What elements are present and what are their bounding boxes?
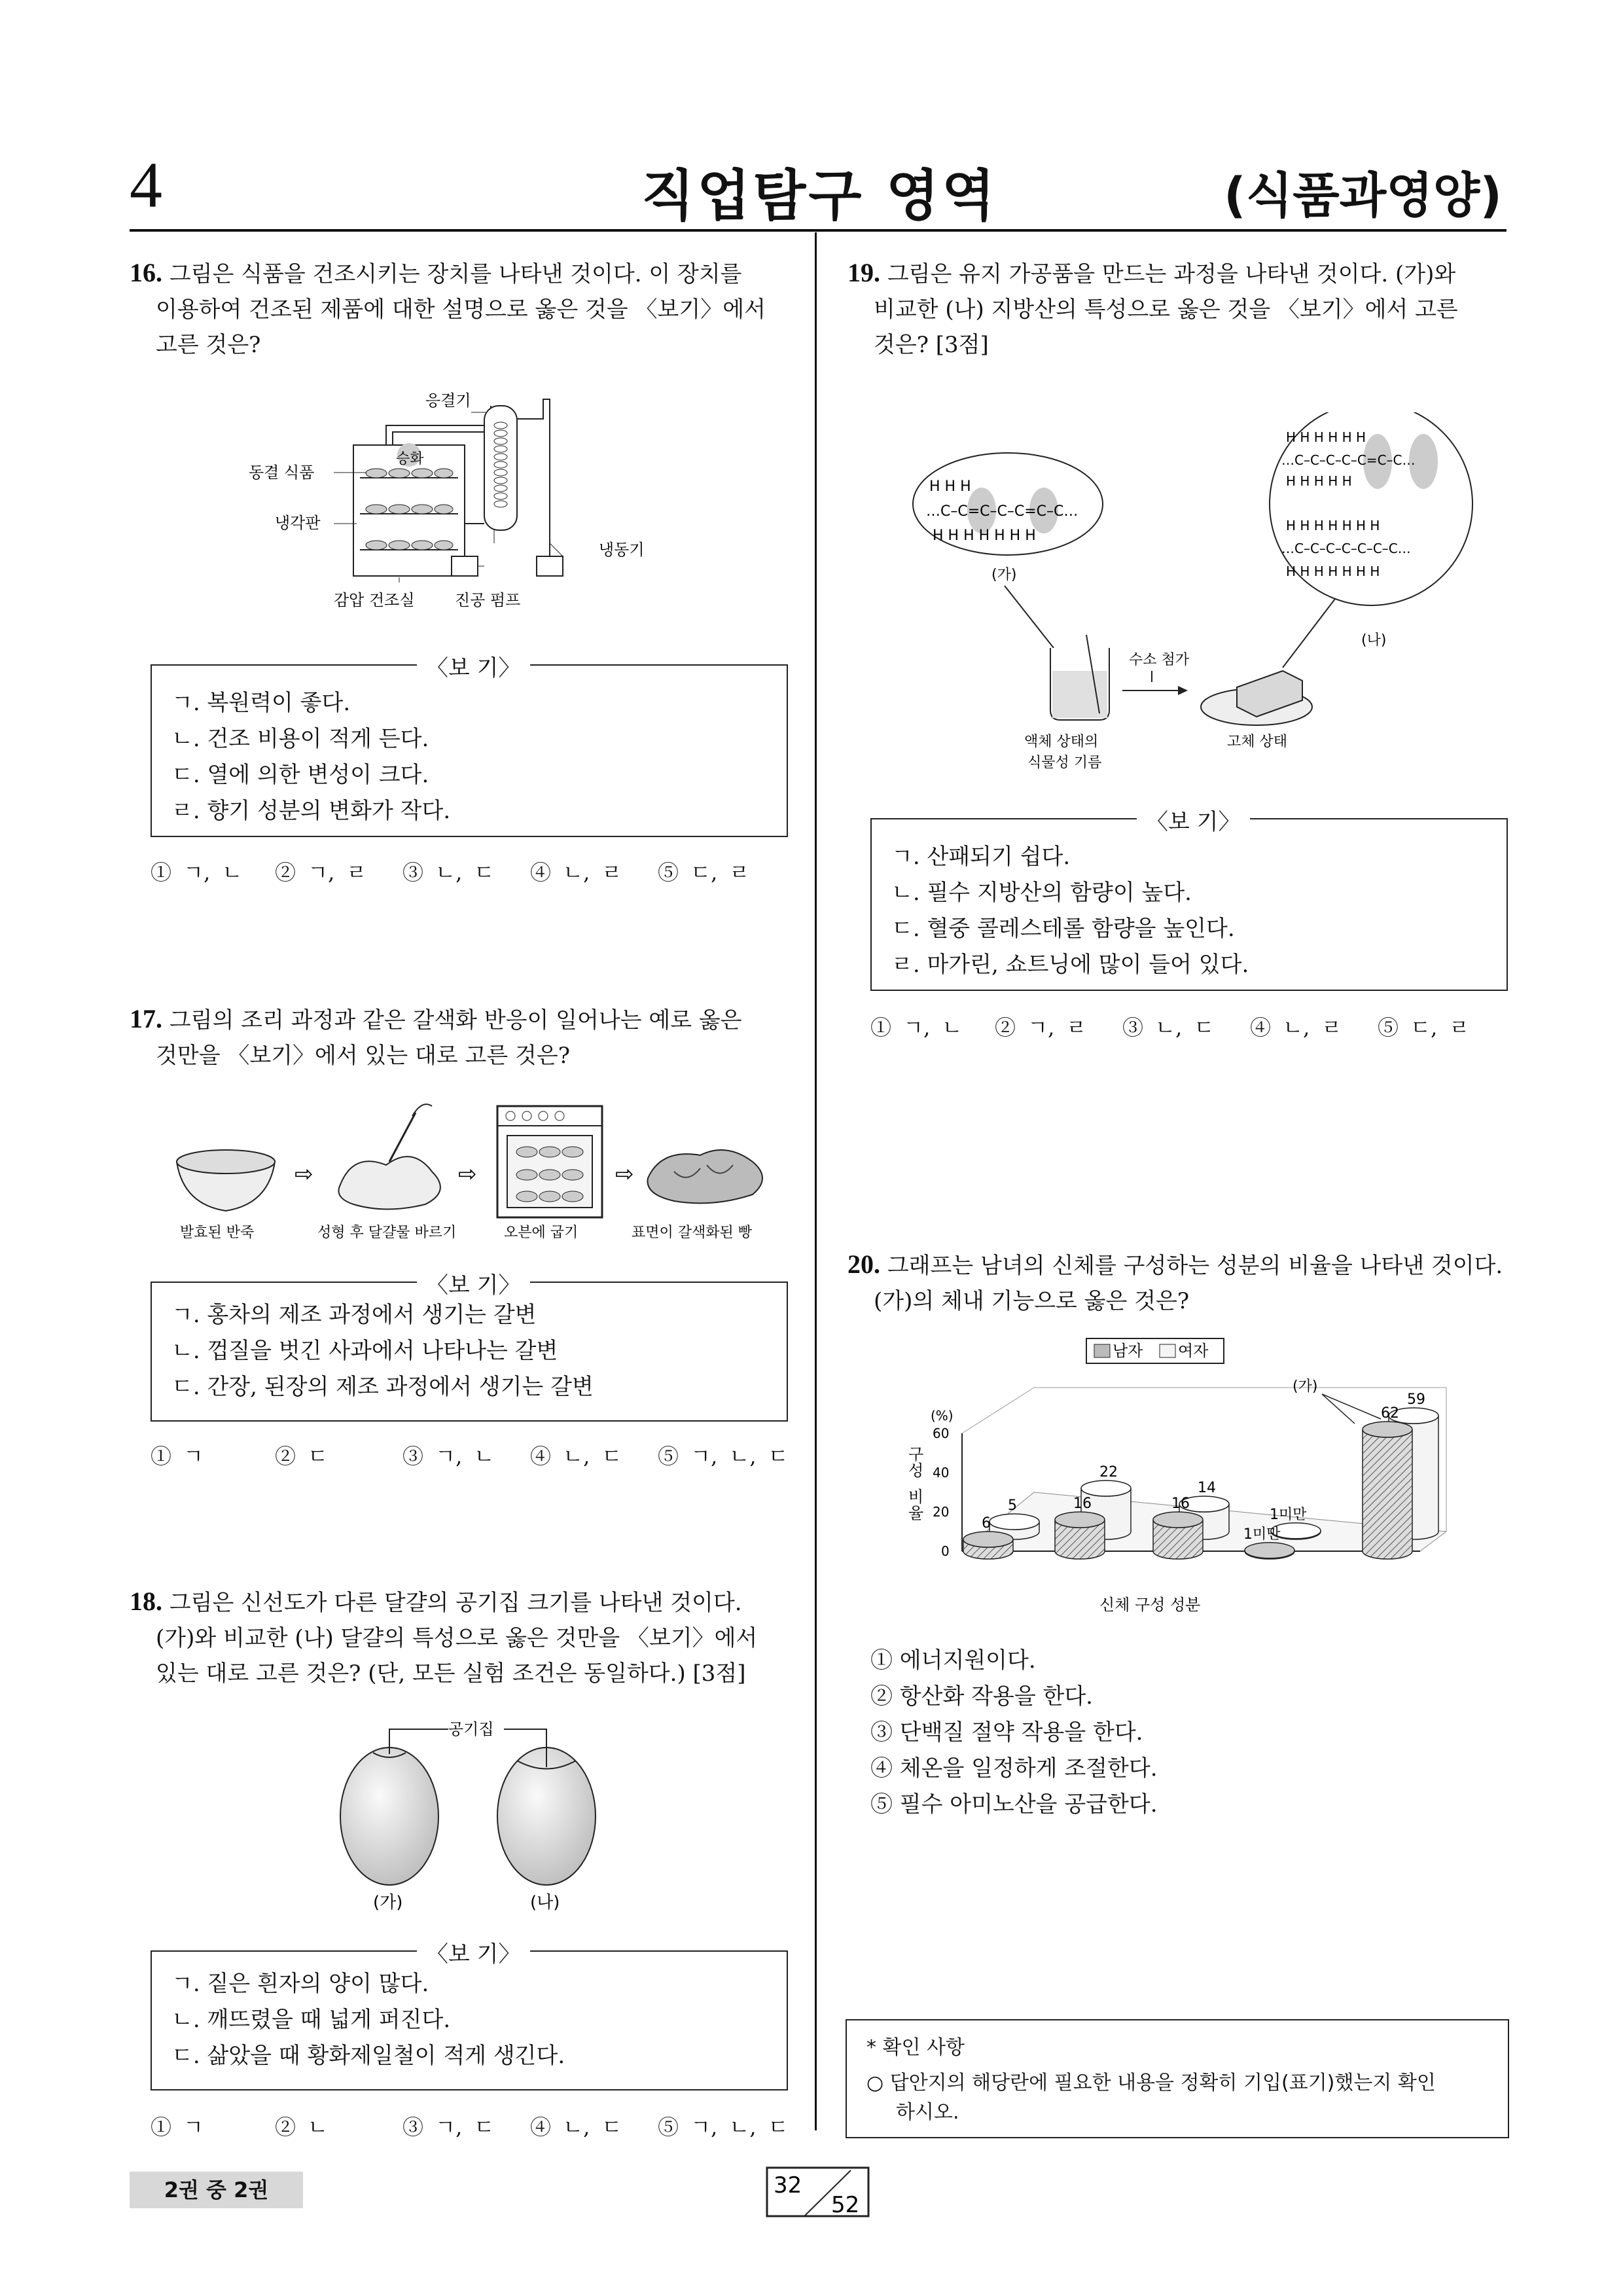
bar-male-1 xyxy=(963,1532,1013,1559)
y-tick: 60 xyxy=(933,1426,950,1441)
y-tick: 20 xyxy=(933,1504,950,1520)
column-divider xyxy=(815,232,817,2130)
answer-options-20 xyxy=(870,1643,1492,1823)
y-tick: 40 xyxy=(933,1465,950,1480)
svg-text:…C–C–C–C–C–C–C…: …C–C–C–C–C–C–C… xyxy=(1281,541,1411,556)
bogi-item: ㄷ. 삶았을 때 황화제일철이 적게 생긴다. xyxy=(171,2043,565,2069)
label-liquid-oil: 액체 상태의 xyxy=(1024,734,1099,750)
page-number-box xyxy=(766,2166,870,2219)
notice-title: * 확인 사항 xyxy=(866,2036,965,2059)
choice-1: ① ㄱ xyxy=(151,1444,204,1469)
arrow-icon: ⇨ xyxy=(458,1161,477,1187)
label-condenser: 응결기 xyxy=(425,391,471,410)
page-current: 32 xyxy=(774,2172,802,2198)
annotation-ga: (가) xyxy=(1293,1378,1318,1395)
label-sublimation: 승화 xyxy=(396,451,424,467)
x-axis-label: 신체 구성 성분 xyxy=(1099,1596,1201,1614)
legend-swatch-male xyxy=(1094,1344,1110,1357)
label-a-fatty-acid: (가) xyxy=(991,567,1017,583)
option-2: ② 항산화 작용을 한다. xyxy=(870,1683,1093,1710)
bogi-box-17 xyxy=(151,1272,788,1422)
bogi-title: 〈보 기〉 xyxy=(1137,804,1250,836)
notice-text: ○ 답안지의 해당란에 필요한 내용을 정확히 기입(표기)했는지 확인 xyxy=(866,2072,1436,2094)
value-label: 6 xyxy=(982,1515,991,1532)
svg-text:H H H H H H H: H H H H H H H xyxy=(933,528,1036,544)
y-axis-label-4: 율 xyxy=(908,1504,924,1522)
question-number: 20. xyxy=(847,1249,880,1279)
bar-male-4 xyxy=(1245,1543,1294,1559)
y-axis-label-2: 성 xyxy=(908,1462,924,1480)
label-cooling-plate: 냉각판 xyxy=(275,514,321,532)
question-text: 그래프는 남녀의 신체를 구성하는 성분의 비율을 나타낸 것이다. xyxy=(887,1253,1503,1279)
label-browned-bread: 표면이 갈색화된 빵 xyxy=(632,1225,753,1241)
label-bake: 오븐에 굽기 xyxy=(504,1225,579,1241)
value-label: 1미만 xyxy=(1270,1506,1307,1523)
bogi-title: 〈보 기〉 xyxy=(417,1267,530,1299)
question-text: 있는 대로 고른 것은? (단, 모든 실험 조건은 동일하다.) [3점] xyxy=(156,1660,746,1687)
svg-text:H H H H H: H H H H H xyxy=(1286,473,1352,489)
bogi-item: ㄷ. 열에 의한 변성이 크다. xyxy=(171,762,429,788)
choice-5: ⑤ ㄱ, ㄴ, ㄷ xyxy=(658,1444,789,1469)
value-label: 22 xyxy=(1099,1464,1118,1480)
bogi-item: ㄴ. 껍질을 벗긴 사과에서 나타나는 갈변 xyxy=(171,1338,558,1364)
value-label: 16 xyxy=(1171,1496,1190,1512)
bogi-item: ㄷ. 혈중 콜레스테롤 함량을 높인다. xyxy=(891,916,1235,942)
question-18 xyxy=(130,1584,791,1691)
page-title: 직업탐구 영역 xyxy=(641,164,998,228)
label-pump: 진공 펌프 xyxy=(455,591,521,609)
hydrogenation-diagram xyxy=(890,412,1479,805)
label-chamber: 감압 건조실 xyxy=(334,591,415,609)
option-1: ① 에너지원이다. xyxy=(870,1647,1036,1674)
option-3: ③ 단백질 절약 작용을 한다. xyxy=(870,1719,1143,1746)
choice-4: ④ ㄴ, ㄹ xyxy=(1250,1015,1342,1040)
value-label: 1미만 xyxy=(1243,1526,1281,1543)
choice-1: ① ㄱ, ㄴ xyxy=(870,1015,963,1040)
label-liquid-oil-2: 식물성 기름 xyxy=(1027,755,1102,771)
legend-male: 남자 xyxy=(1113,1342,1143,1360)
label-solid: 고체 상태 xyxy=(1227,734,1288,750)
choice-3: ③ ㄱ, ㄴ xyxy=(402,1444,495,1469)
legend-swatch-female xyxy=(1160,1344,1175,1357)
label-egg-b: (나) xyxy=(530,1893,560,1912)
choice-3: ③ ㄱ, ㄷ xyxy=(402,2115,495,2140)
header-rule xyxy=(130,229,1507,232)
arrow-icon: ⇨ xyxy=(294,1161,313,1187)
bar-male-2 xyxy=(1055,1512,1105,1559)
question-text: (가)의 체내 기능으로 옳은 것은? xyxy=(874,1288,1190,1314)
svg-text:H H H: H H H xyxy=(929,478,971,495)
label-dough: 발효된 반죽 xyxy=(180,1225,255,1241)
bread-process-diagram xyxy=(164,1100,792,1244)
notice-box xyxy=(846,2019,1509,2138)
bogi-item: ㄱ. 홍차의 제조 과정에서 생기는 갈변 xyxy=(171,1302,537,1328)
subject-title: (식품과영양) xyxy=(1224,168,1503,224)
choice-1: ① ㄱ xyxy=(151,2115,204,2140)
question-text: 고른 것은? xyxy=(156,332,261,358)
bogi-item: ㄹ. 향기 성분의 변화가 작다. xyxy=(171,798,451,824)
question-text: 이용하여 건조된 제품에 대한 설명으로 옳은 것을 〈보기〉에서 xyxy=(156,296,766,323)
svg-text:H H H H H H: H H H H H H xyxy=(1286,429,1366,445)
volume-text: 2권 중 2권 xyxy=(164,2178,269,2202)
choice-2: ② ㄱ, ㄹ xyxy=(275,860,367,885)
y-tick: 0 xyxy=(941,1543,950,1559)
bogi-item: ㄱ. 산패되기 쉽다. xyxy=(891,844,1071,870)
question-number: 16. xyxy=(130,258,162,287)
bogi-item: ㄱ. 짙은 흰자의 양이 많다. xyxy=(171,1971,429,1997)
label-egg-wash: 성형 후 달걀물 바르기 xyxy=(317,1225,457,1241)
bogi-item: ㄹ. 마가린, 쇼트닝에 많이 들어 있다. xyxy=(891,952,1249,978)
bogi-box-16 xyxy=(151,655,788,837)
value-label: 5 xyxy=(1008,1498,1017,1514)
question-text: 그림은 식품을 건조시키는 장치를 나타낸 것이다. 이 장치를 xyxy=(169,261,742,287)
choice-3: ③ ㄴ, ㄷ xyxy=(1122,1015,1215,1040)
question-text: 것만을 〈보기〉에서 있는 대로 고른 것은? xyxy=(156,1043,570,1069)
y-axis-label-1: 구 xyxy=(908,1445,924,1463)
choice-5: ⑤ ㄱ, ㄴ, ㄷ xyxy=(658,2115,789,2140)
notice-text-2: 하시오. xyxy=(896,2101,959,2124)
legend-female: 여자 xyxy=(1178,1342,1209,1360)
question-text: 비교한 (나) 지방산의 특성으로 옳은 것을 〈보기〉에서 고른 xyxy=(874,296,1458,323)
volume-badge xyxy=(130,2172,303,2208)
value-label: 59 xyxy=(1407,1391,1425,1408)
question-number: 17. xyxy=(130,1004,162,1033)
choice-1: ① ㄱ, ㄴ xyxy=(151,860,243,885)
arrow-icon: ⇨ xyxy=(615,1161,634,1187)
choice-4: ④ ㄴ, ㄷ xyxy=(530,1444,622,1469)
svg-text:…C–C–C–C–C=C–C…: …C–C–C–C–C=C–C… xyxy=(1281,452,1416,468)
question-number: 18. xyxy=(130,1587,162,1616)
question-text: 그림은 신선도가 다른 달걀의 공기집 크기를 나타낸 것이다. xyxy=(169,1590,742,1616)
option-4: ④ 체온을 일정하게 조절한다. xyxy=(870,1755,1158,1782)
label-b-fatty-acid: (나) xyxy=(1361,632,1387,649)
y-axis-label-3: 비 xyxy=(908,1488,924,1506)
choice-4: ④ ㄴ, ㄹ xyxy=(530,860,622,885)
question-17 xyxy=(130,1001,791,1073)
question-number: 19. xyxy=(847,258,880,287)
bar-male-5 xyxy=(1363,1422,1412,1559)
bogi-item: ㄱ. 복원력이 좋다. xyxy=(171,690,351,716)
svg-text:H H H H H H H: H H H H H H H xyxy=(1286,564,1380,579)
bar-male-3 xyxy=(1153,1512,1203,1559)
bogi-box-18 xyxy=(151,1941,788,2090)
choice-2: ② ㄷ xyxy=(275,1444,329,1469)
label-hydrogenation: 수소 첨가 xyxy=(1129,652,1190,668)
body-composition-chart xyxy=(903,1335,1479,1630)
page-section-number: 4 xyxy=(130,149,162,221)
bogi-item: ㄴ. 필수 지방산의 함량이 높다. xyxy=(891,880,1192,906)
value-label: 14 xyxy=(1198,1480,1216,1496)
label-air-cell: 공기집 xyxy=(448,1720,494,1738)
bogi-item: ㄴ. 깨뜨렸을 때 넓게 퍼진다. xyxy=(171,2007,451,2033)
question-19 xyxy=(847,255,1508,363)
freeze-dryer-diagram xyxy=(236,380,694,628)
bogi-item: ㄴ. 건조 비용이 적게 든다. xyxy=(171,726,429,752)
question-20 xyxy=(847,1247,1508,1319)
question-text: 것은? [3점] xyxy=(874,332,989,358)
label-freezer: 냉동기 xyxy=(599,541,645,559)
page-total: 52 xyxy=(831,2192,860,2218)
question-text: 그림의 조리 과정과 같은 갈색화 반응이 일어나는 예로 옳은 xyxy=(169,1007,742,1033)
bogi-box-19 xyxy=(870,809,1508,991)
choice-2: ② ㄴ xyxy=(275,2115,329,2140)
choice-3: ③ ㄴ, ㄷ xyxy=(402,860,495,885)
svg-text:…C–C=C–C–C=C–C…: …C–C=C–C–C=C–C… xyxy=(926,503,1079,520)
label-egg-a: (가) xyxy=(373,1893,403,1912)
bogi-title: 〈보 기〉 xyxy=(417,1936,530,1968)
egg-air-cell-diagram xyxy=(327,1702,628,1918)
option-5: ⑤ 필수 아미노산을 공급한다. xyxy=(870,1791,1158,1818)
y-unit: (%) xyxy=(931,1408,954,1424)
question-text: (가)와 비교한 (나) 달걀의 특성으로 옳은 것만을 〈보기〉에서 xyxy=(156,1625,758,1651)
bogi-title: 〈보 기〉 xyxy=(417,650,530,682)
choice-2: ② ㄱ, ㄹ xyxy=(995,1015,1087,1040)
svg-text:H H H H H H H: H H H H H H H xyxy=(1286,518,1380,533)
choice-5: ⑤ ㄷ, ㄹ xyxy=(1378,1015,1470,1040)
question-text: 그림은 유지 가공품을 만드는 과정을 나타낸 것이다. (가)와 xyxy=(887,261,1456,287)
choice-5: ⑤ ㄷ, ㄹ xyxy=(658,860,750,885)
value-label: 62 xyxy=(1381,1405,1399,1422)
question-16 xyxy=(130,255,791,363)
label-frozen-food: 동결 식품 xyxy=(249,463,315,482)
bogi-item: ㄷ. 간장, 된장의 제조 과정에서 생기는 갈변 xyxy=(171,1374,594,1400)
value-label: 16 xyxy=(1073,1496,1092,1512)
choice-4: ④ ㄴ, ㄷ xyxy=(530,2115,622,2140)
